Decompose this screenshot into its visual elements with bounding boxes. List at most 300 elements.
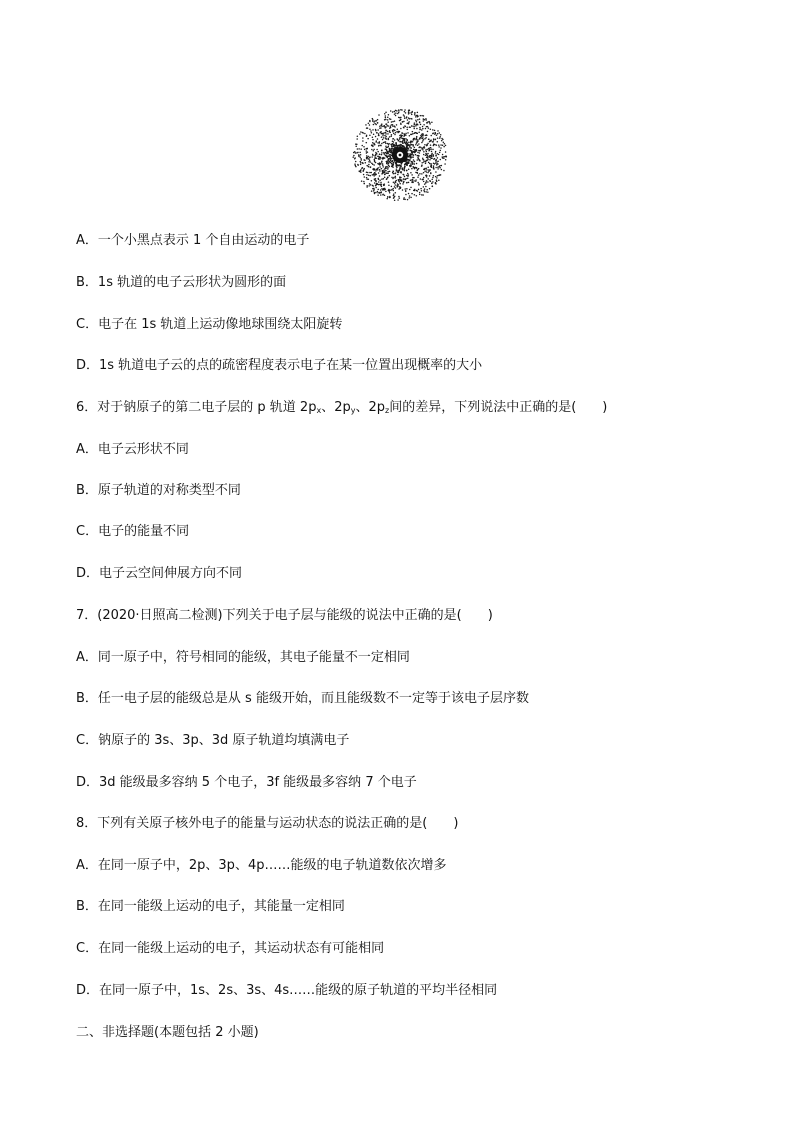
electron-dot (434, 144, 436, 146)
electron-dot (379, 164, 381, 166)
electron-dot (410, 165, 412, 167)
electron-dot (358, 154, 360, 156)
electron-dot (390, 127, 392, 129)
electron-dot (364, 133, 366, 135)
electron-dot (385, 191, 387, 193)
electron-dot (375, 192, 377, 194)
electron-dot (352, 156, 354, 158)
electron-dot (400, 136, 402, 138)
electron-dot (421, 136, 423, 138)
electron-dot (364, 183, 366, 185)
electron-dot (411, 179, 413, 181)
electron-dot (379, 162, 381, 164)
electron-dot (395, 177, 397, 179)
electron-dot (439, 137, 441, 139)
electron-dot (424, 170, 426, 172)
electron-dot (421, 133, 423, 135)
electron-dot (416, 132, 418, 134)
electron-dot (441, 138, 443, 140)
electron-dot (403, 126, 405, 128)
electron-dot (389, 161, 391, 163)
q6-sep-1: 、2p (321, 400, 351, 415)
electron-dot (385, 167, 387, 169)
electron-dot (430, 129, 432, 131)
electron-dot (382, 165, 384, 167)
electron-dot (403, 178, 405, 180)
electron-dot (381, 161, 383, 163)
electron-dot (439, 165, 441, 167)
electron-dot (391, 145, 393, 147)
electron-dot (371, 149, 373, 151)
q6-text-start: 6．对于钠原子的第二电子层的 p 轨道 2p (76, 400, 317, 415)
electron-dot (432, 185, 434, 187)
electron-dot (423, 159, 425, 161)
electron-dot (394, 113, 396, 115)
electron-dot (418, 174, 420, 176)
electron-dot (429, 188, 431, 190)
electron-dot (435, 133, 437, 135)
electron-dot (372, 142, 374, 144)
electron-dot (370, 167, 372, 169)
electron-dot (377, 194, 379, 196)
electron-dot (410, 118, 412, 120)
electron-dot (425, 191, 427, 193)
electron-dot (389, 192, 391, 194)
electron-dot (414, 124, 416, 126)
electron-dot (398, 196, 400, 198)
electron-dot (443, 156, 445, 158)
electron-dot (413, 138, 415, 140)
electron-dot (376, 149, 378, 151)
electron-dot (419, 194, 421, 196)
electron-dot (429, 159, 431, 161)
electron-dot (440, 147, 442, 149)
electron-dot (369, 128, 371, 130)
electron-dot (375, 124, 377, 126)
electron-dot (417, 159, 419, 161)
electron-dot (399, 117, 401, 119)
electron-dot (417, 112, 419, 114)
electron-dot (375, 152, 377, 154)
electron-dot (418, 184, 420, 186)
electron-dot (392, 125, 394, 127)
electron-dot (404, 111, 406, 113)
electron-dot (409, 135, 411, 137)
electron-dot (358, 148, 360, 150)
electron-dot (373, 164, 375, 166)
electron-dot (369, 183, 371, 185)
electron-dot (384, 194, 386, 196)
electron-dot (390, 189, 392, 191)
electron-dot (389, 175, 391, 177)
electron-dot (392, 143, 394, 145)
electron-dot (425, 163, 427, 165)
electron-dot (422, 137, 424, 139)
electron-dot (438, 174, 440, 176)
electron-dot (444, 143, 446, 145)
electron-dot (427, 143, 429, 145)
electron-dot (436, 161, 438, 163)
electron-dot (383, 153, 385, 155)
electron-dot (395, 192, 397, 194)
q7-option-b: B．任一电子层的能级总是从 s 能级开始，而且能级数不一定等于该电子层序数 (76, 691, 529, 706)
electron-dot (386, 162, 388, 164)
electron-dot (387, 143, 389, 145)
electron-dot (394, 184, 396, 186)
electron-dot (385, 138, 387, 140)
electron-dot (368, 175, 370, 177)
electron-dot (423, 139, 425, 141)
electron-dot (394, 130, 396, 132)
electron-dot (426, 151, 428, 153)
electron-dot (379, 170, 381, 172)
electron-dot (374, 179, 376, 181)
electron-dot (398, 172, 400, 174)
electron-dot (388, 144, 390, 146)
electron-dot (374, 172, 376, 174)
electron-dot (388, 165, 390, 167)
electron-dot (422, 179, 424, 181)
electron-dot (425, 149, 427, 151)
electron-dot (385, 117, 387, 119)
electron-dot (414, 194, 416, 196)
electron-dot (382, 170, 384, 172)
electron-dot (411, 134, 413, 136)
electron-dot (361, 180, 363, 182)
electron-dot (368, 161, 370, 163)
electron-dot (414, 122, 416, 124)
electron-dot (393, 197, 395, 199)
electron-dot (439, 167, 441, 169)
electron-dot (363, 168, 365, 170)
electron-dot (357, 135, 359, 137)
electron-dot (429, 155, 431, 157)
electron-dot (426, 168, 428, 170)
electron-dot (426, 122, 428, 124)
electron-dot (431, 179, 433, 181)
electron-dot (405, 194, 407, 196)
electron-dot (432, 181, 434, 183)
electron-dot (367, 172, 369, 174)
electron-dot (423, 161, 425, 163)
electron-dot (369, 160, 371, 162)
electron-dot (374, 144, 376, 146)
electron-dot (399, 181, 401, 183)
electron-dot (411, 114, 413, 116)
electron-dot (415, 167, 417, 169)
electron-dot (417, 176, 419, 178)
electron-dot (376, 183, 378, 185)
electron-dot (435, 171, 437, 173)
electron-dot (411, 168, 413, 170)
electron-dot (366, 150, 368, 152)
electron-dot (422, 194, 424, 196)
electron-dot (371, 163, 373, 165)
electron-dot (399, 141, 401, 143)
electron-dot (435, 155, 437, 157)
electron-dot (369, 120, 371, 122)
electron-dot (416, 128, 418, 130)
electron-dot (395, 144, 397, 146)
electron-dot (369, 156, 371, 158)
electron-dot (366, 136, 368, 138)
electron-dot (401, 141, 403, 143)
question-8: 8．下列有关原子核外电子的能量与运动状态的说法正确的是( ) (76, 816, 459, 831)
electron-dot (388, 125, 390, 127)
electron-dot (432, 177, 434, 179)
electron-dot (404, 125, 406, 127)
electron-dot (437, 175, 439, 177)
electron-dot (420, 178, 422, 180)
electron-dot (395, 181, 397, 183)
electron-dot (423, 118, 425, 120)
electron-dot (382, 193, 384, 195)
electron-dot (393, 133, 395, 135)
electron-dot (372, 188, 374, 190)
electron-dot (441, 156, 443, 158)
electron-dot (395, 187, 397, 189)
electron-dot (402, 138, 404, 140)
electron-dot (408, 121, 410, 123)
electron-dot (415, 154, 417, 156)
electron-dot (425, 161, 427, 163)
electron-dot (373, 190, 375, 192)
electron-dot (376, 157, 378, 159)
electron-dot (440, 144, 442, 146)
electron-dot (377, 192, 379, 194)
electron-dot (381, 136, 383, 138)
electron-dot (370, 130, 372, 132)
electron-dot (364, 176, 366, 178)
electron-dot (395, 176, 397, 178)
electron-dot (423, 146, 425, 148)
electron-dot (406, 140, 408, 142)
electron-dot (433, 154, 435, 156)
electron-dot (410, 197, 412, 199)
electron-dot (412, 177, 414, 179)
electron-dot (391, 134, 393, 136)
electron-dot (366, 185, 368, 187)
electron-dot (397, 174, 399, 176)
electron-dot (433, 165, 435, 167)
electron-dot (392, 140, 394, 142)
electron-dot (383, 185, 385, 187)
electron-dot (373, 149, 375, 151)
electron-dot (410, 156, 412, 158)
electron-dot (438, 154, 440, 156)
electron-dot (431, 182, 433, 184)
electron-dot (366, 142, 368, 144)
electron-dot (417, 144, 419, 146)
electron-dot (382, 139, 384, 141)
electron-dot (395, 162, 397, 164)
electron-dot (403, 181, 405, 183)
electron-dot (381, 186, 383, 188)
electron-dot (428, 162, 430, 164)
electron-dot (427, 181, 429, 183)
electron-dot (386, 150, 388, 152)
electron-dot (389, 155, 391, 157)
electron-dot (355, 146, 357, 148)
electron-dot (419, 137, 421, 139)
section-2-heading: 二、非选择题(本题包括 2 小题) (76, 1025, 259, 1040)
electron-dot (360, 171, 362, 173)
electron-dot (437, 133, 439, 135)
electron-dot (395, 115, 397, 117)
electron-dot (423, 189, 425, 191)
electron-dot (415, 172, 417, 174)
electron-dot (419, 118, 421, 120)
electron-dot (419, 122, 421, 124)
electron-dot (408, 182, 410, 184)
electron-dot (381, 150, 383, 152)
electron-dot (429, 180, 431, 182)
electron-dot (399, 138, 401, 140)
electron-dot (385, 155, 387, 157)
electron-dot (367, 127, 369, 129)
electron-dot (414, 161, 416, 163)
electron-dot (375, 129, 377, 131)
electron-dot (387, 196, 389, 198)
electron-dot (416, 141, 418, 143)
electron-dot (408, 142, 410, 144)
electron-dot (388, 181, 390, 183)
electron-dot (370, 184, 372, 186)
electron-dot (421, 129, 423, 131)
electron-dot (411, 125, 413, 127)
electron-dot (377, 156, 379, 158)
electron-dot (363, 174, 365, 176)
electron-dot (372, 136, 374, 138)
electron-dot (397, 185, 399, 187)
electron-dot (372, 144, 374, 146)
electron-dot (384, 113, 386, 115)
electron-dot (404, 117, 406, 119)
electron-dot (400, 123, 402, 125)
electron-dot (391, 121, 393, 123)
electron-dot (397, 128, 399, 130)
electron-dot (399, 168, 401, 170)
electron-dot (416, 123, 418, 125)
electron-dot (429, 149, 431, 151)
electron-dot (406, 182, 408, 184)
electron-dot (378, 135, 380, 137)
electron-dot (393, 138, 395, 140)
electron-dot (445, 145, 447, 147)
electron-dot (378, 181, 380, 183)
electron-dot (371, 156, 373, 158)
electron-dot (399, 186, 401, 188)
electron-dot (414, 147, 416, 149)
electron-dot (409, 110, 411, 112)
electron-dot (404, 176, 406, 178)
electron-dot (440, 174, 442, 176)
electron-dot (426, 157, 428, 159)
electron-dot (418, 189, 420, 191)
electron-dot (436, 181, 438, 183)
electron-dot (378, 172, 380, 174)
electron-dot (392, 131, 394, 133)
electron-dot (419, 173, 421, 175)
electron-dot (400, 119, 402, 121)
electron-dot (363, 170, 365, 172)
electron-dot (379, 142, 381, 144)
electron-dot (385, 136, 387, 138)
electron-dot (435, 160, 437, 162)
electron-dot (439, 132, 441, 134)
electron-dot (387, 171, 389, 173)
electron-dot (426, 145, 428, 147)
electron-dot (379, 180, 381, 182)
electron-dot (388, 138, 390, 140)
electron-dot (385, 119, 387, 121)
electron-dot (436, 177, 438, 179)
electron-dot (393, 182, 395, 184)
electron-dot (360, 154, 362, 156)
electron-dot (379, 127, 381, 128)
electron-dot (377, 119, 379, 121)
electron-dot (412, 131, 414, 133)
electron-dot (412, 141, 414, 143)
electron-dot (377, 151, 379, 153)
electron-dot (387, 176, 389, 178)
electron-dot (437, 168, 439, 170)
electron-dot (389, 130, 391, 132)
electron-dot (388, 146, 390, 148)
electron-dot (428, 171, 430, 173)
electron-dot (426, 180, 428, 182)
electron-dot (406, 164, 408, 166)
electron-dot (410, 144, 412, 146)
electron-dot (388, 162, 390, 164)
electron-dot (368, 185, 370, 187)
electron-dot (426, 154, 428, 156)
electron-dot (410, 172, 412, 174)
electron-dot (384, 189, 386, 191)
electron-dot (410, 161, 412, 163)
electron-dot (397, 183, 399, 185)
electron-dot (402, 183, 404, 185)
electron-dot (365, 162, 367, 164)
electron-dot (385, 148, 387, 150)
electron-dot (388, 114, 390, 116)
electron-dot (366, 186, 368, 188)
electron-dot (385, 145, 387, 147)
electron-dot (373, 134, 375, 136)
electron-dot (391, 166, 393, 168)
electron-dot (374, 157, 376, 159)
electron-dot (415, 120, 417, 122)
electron-dot (423, 124, 425, 126)
electron-dot (417, 158, 419, 160)
electron-dot (375, 170, 377, 172)
electron-dot (404, 199, 406, 201)
question-7: 7．(2020·日照高二检测)下列关于电子层与能级的说法中正确的是( ) (76, 608, 493, 623)
electron-dot (414, 151, 416, 153)
electron-dot (442, 144, 444, 146)
electron-dot (435, 152, 437, 154)
electron-dot (412, 163, 414, 165)
electron-dot (391, 161, 393, 163)
electron-dot (411, 144, 413, 146)
electron-dot (414, 189, 416, 191)
electron-dot (404, 188, 406, 190)
electron-dot (408, 197, 410, 199)
electron-dot (428, 138, 430, 140)
electron-dot (402, 189, 404, 191)
electron-dot (404, 170, 406, 172)
electron-dot (357, 164, 359, 166)
